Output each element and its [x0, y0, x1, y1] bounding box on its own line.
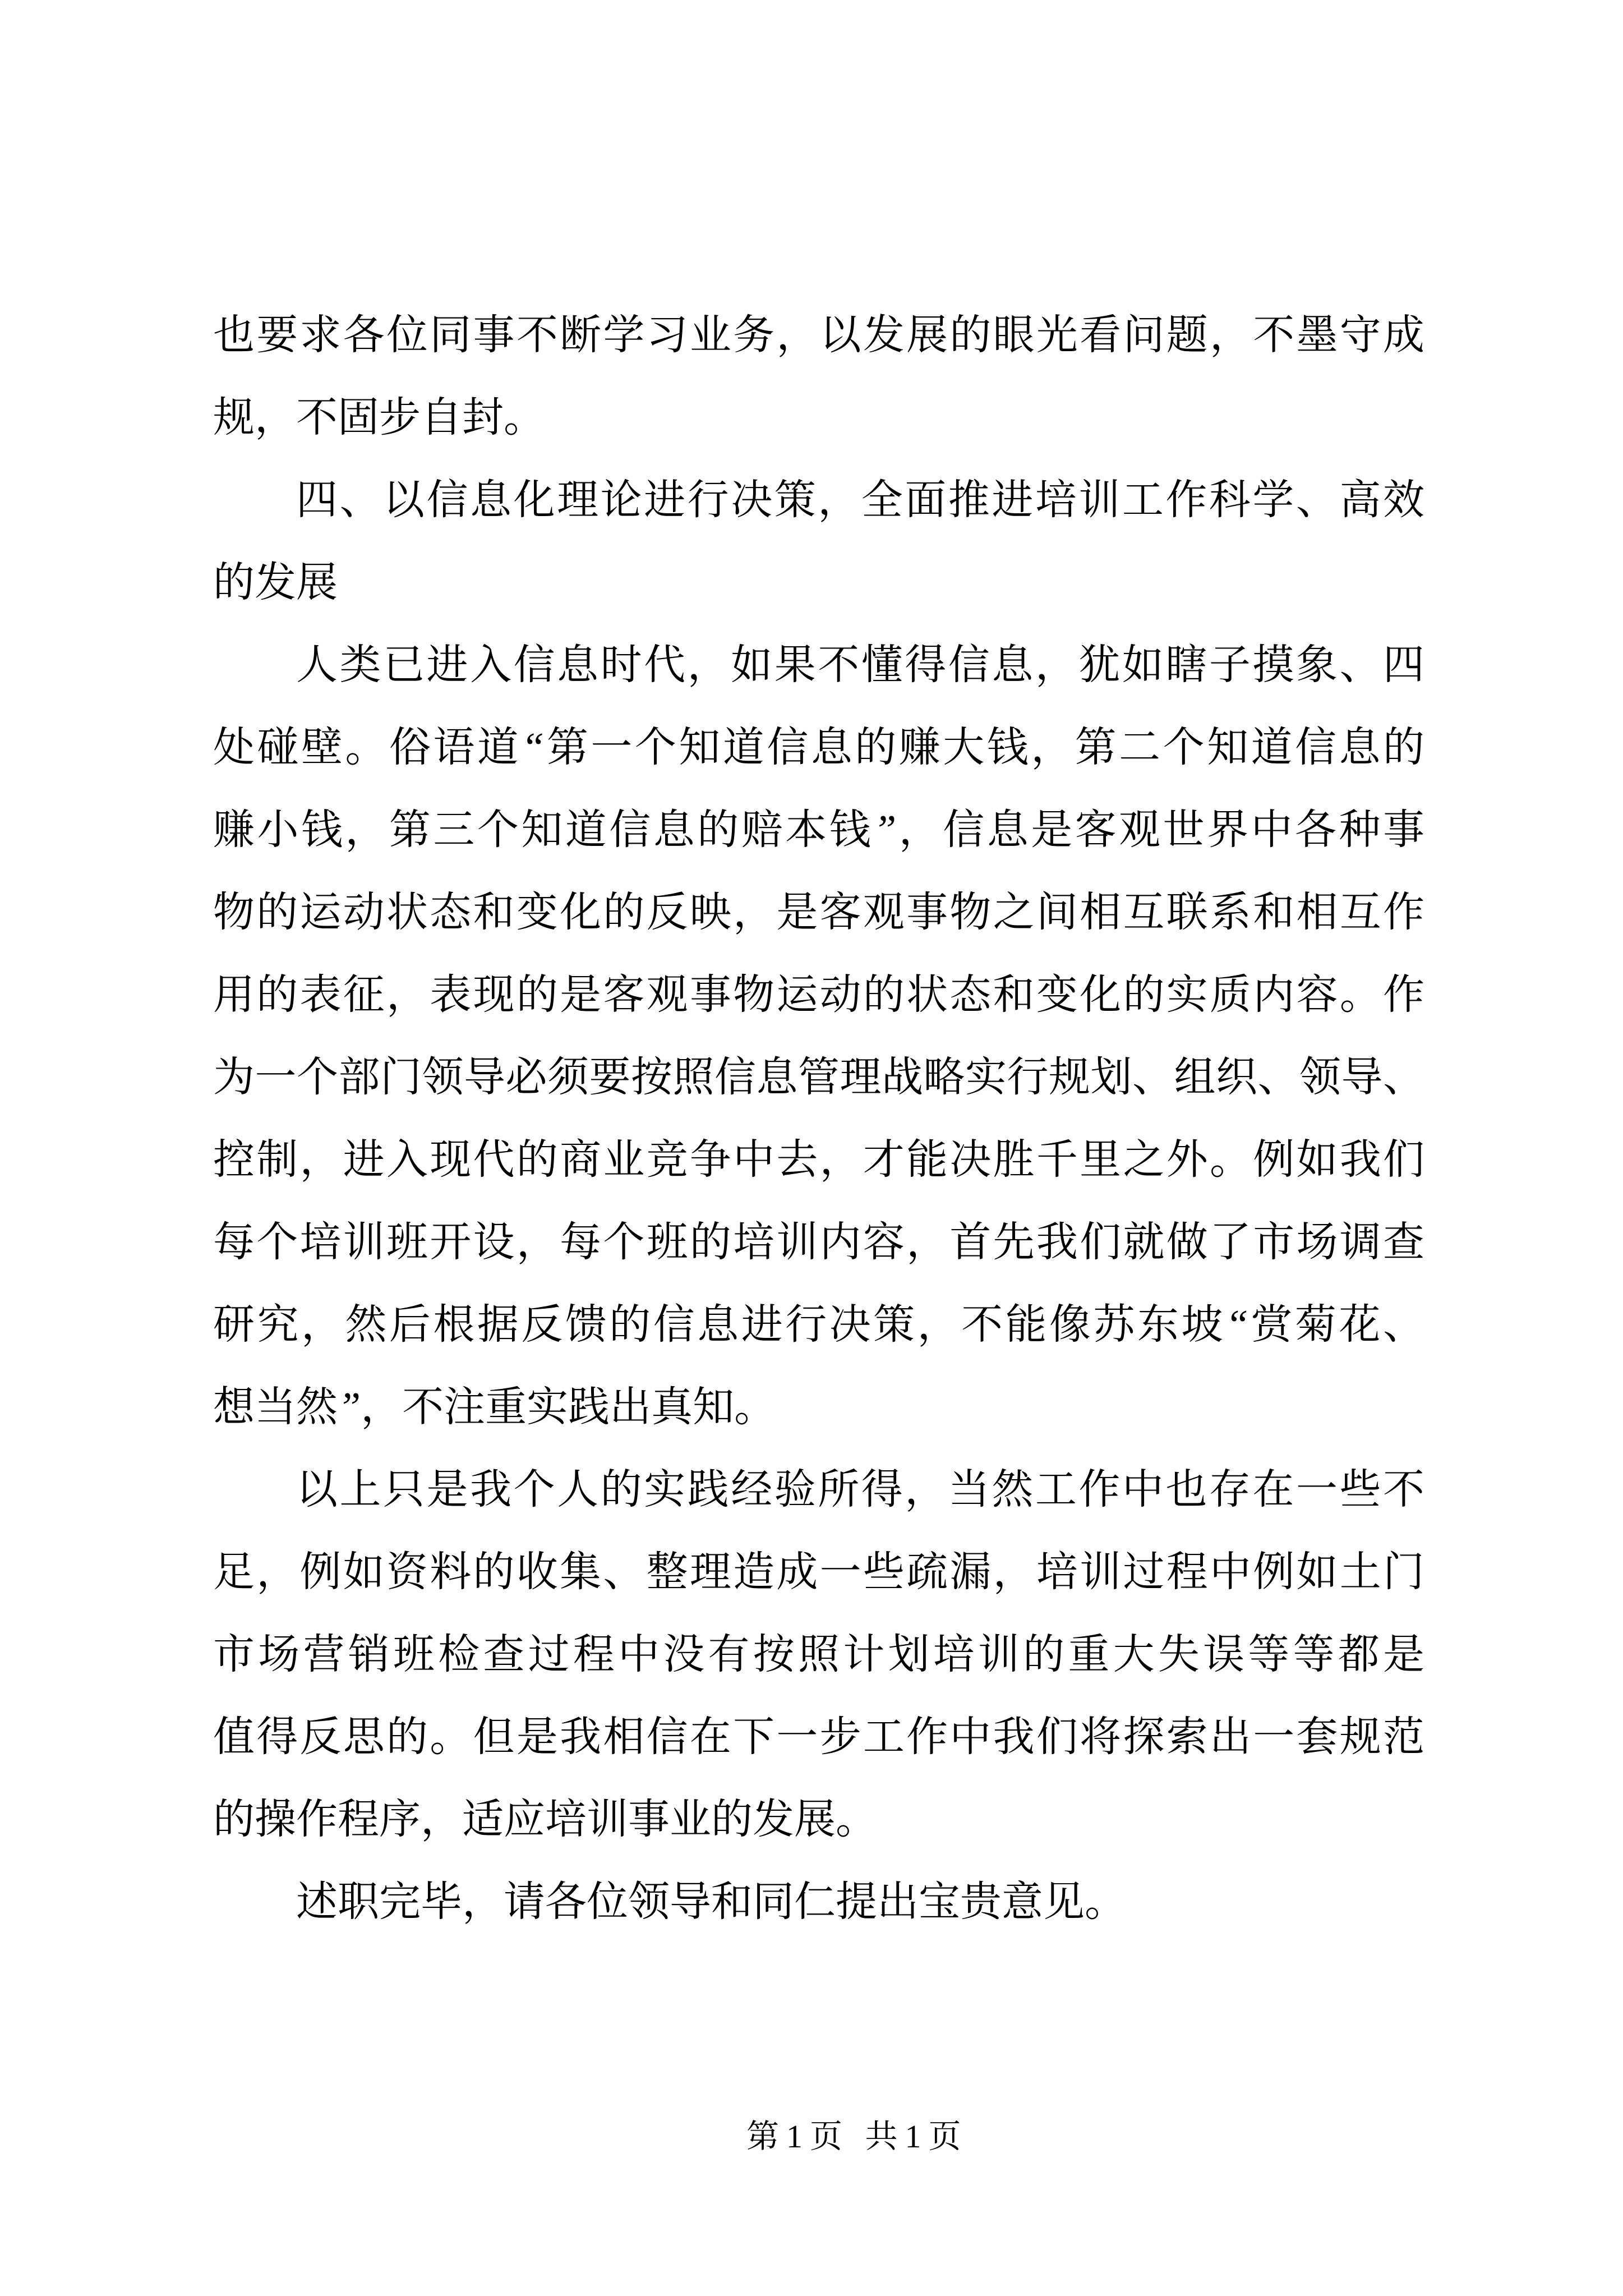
text-line: 每个培训班开设，每个班的培训内容，首先我们就做了市场调查: [213, 1220, 1424, 1266]
text-line: 足，例如资料的收集、整理造成一些疏漏，培训过程中例如土门: [213, 1549, 1424, 1595]
page-number-text: 第1页 共1页: [746, 2118, 969, 2155]
text-line: 赚小钱，第三个知道信息的赔本钱”，信息是客观世界中各种事: [213, 807, 1424, 853]
text-line: 市场营销班检查过程中没有按照计划培训的重大失误等等都是: [213, 1632, 1424, 1678]
text-line: 控制，进入现代的商业竞争中去，才能决胜千里之外。例如我们: [213, 1137, 1424, 1183]
text-line: 规，不固步自封。: [213, 395, 545, 441]
text-line: 的操作程序，适应培训事业的发展。: [213, 1797, 877, 1843]
text-line: 也要求各位同事不断学习业务，以发展的眼光看问题，不墨守成: [213, 312, 1424, 358]
text-line: 研究，然后根据反馈的信息进行决策，不能像苏东坡“赏菊花、: [213, 1302, 1424, 1348]
text-line: 用的表征，表现的是客观事物运动的状态和变化的实质内容。作: [213, 972, 1424, 1018]
page-footer: [746, 2120, 969, 2154]
text-line: 以上只是我个人的实践经验所得，当然工作中也存在一些不: [296, 1467, 1424, 1513]
text-line: 述职完毕，请各位领导和同仁提出宝贵意见。: [296, 1879, 1126, 1925]
text-line: 四、以信息化理论进行决策，全面推进培训工作科学、高效: [296, 477, 1424, 523]
text-line: 人类已进入信息时代，如果不懂得信息，犹如瞎子摸象、四: [296, 642, 1424, 688]
text-block: [213, 295, 1424, 1944]
text-line: 的发展: [213, 560, 338, 606]
text-line: 物的运动状态和变化的反映，是客观事物之间相互联系和相互作: [213, 890, 1424, 936]
text-line: 想当然”，不注重实践出真知。: [213, 1384, 776, 1430]
text-line: 为一个部门领导必须要按照信息管理战略实行规划、组织、领导、: [213, 1055, 1424, 1101]
text-line: 值得反思的。但是我相信在下一步工作中我们将探索出一套规范: [213, 1714, 1424, 1760]
text-line: 处碰壁。俗语道“第一个知道信息的赚大钱，第二个知道信息的: [213, 725, 1424, 771]
